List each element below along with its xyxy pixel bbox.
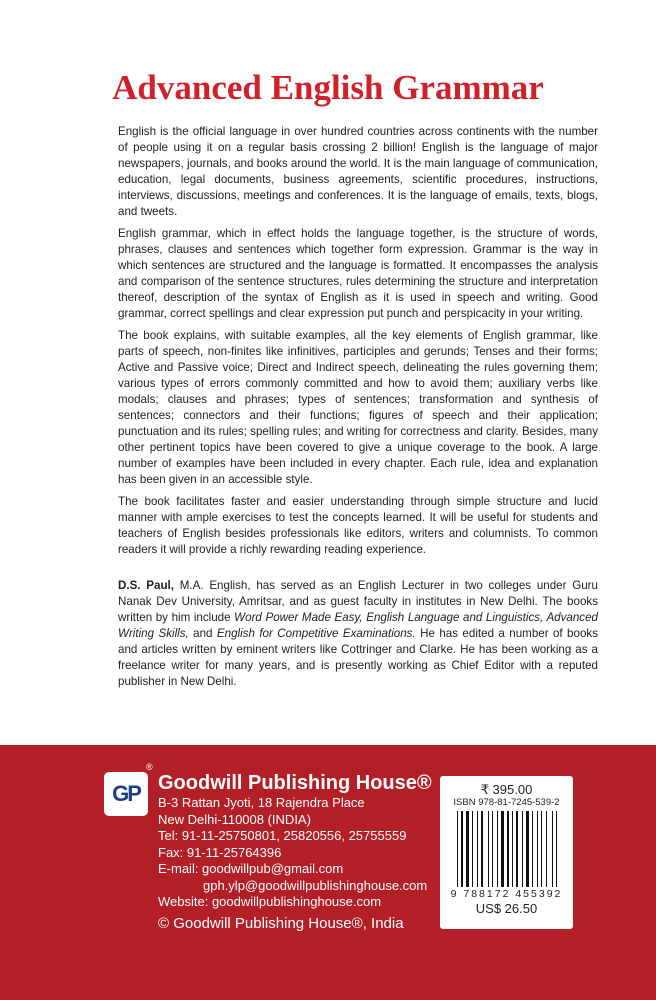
barcode-bar: [490, 811, 491, 887]
bio-text: He has edited a number of books and articles written by eminent writers like Cottringer and Clarke. He has been working as a freelance writer for many years, and is presently working as Chief Editor with a reputed publisher in New Delhi.: [118, 627, 598, 688]
book-title-italic: English for Competitive Examinations.: [216, 627, 416, 640]
barcode-bar: [516, 811, 518, 887]
barcode-bar: [507, 811, 509, 887]
address-line: B-3 Rattan Jyoti, 18 Rajendra Place: [158, 795, 365, 810]
barcode-bar: [532, 811, 533, 887]
email: E-mail: goodwillpub@gmail.com: [158, 861, 344, 876]
barcode-bar: [481, 811, 483, 887]
book-titles: Word Power Made Easy, English Language and Linguistics, Advanced Writing Skills,: [118, 611, 599, 640]
paragraph: The book explains, with suitable examples, all the key elements of English grammar, like parts of speech, non-finites like infinitives, participles and gerunds; Tenses and their forms; Active and Passive voice; Direct and Indirect speech, delineating the rules governing them; various types of errors commonly committed and how to avoid them; auxiliary verbs like modals; clauses and phrases; types of sentences; transformation and synthesis of sentences; connectors and their functions; figures of speech and their application; punctuation and its rules; spelling rules; and writing for correctness and clarity. Besides, many other pertinent topics have been covered to give a unique coverage to the book. A large number of examples have been included in every chapter. Each rule, idea and explanation has been given in an accessible style.: [118, 329, 598, 486]
barcode-bar: [479, 811, 480, 887]
barcode-bar: [459, 811, 460, 887]
barcode-bar: [492, 811, 493, 887]
paragraph: The book facilitates faster and easier understanding through simple structure and lucid manner with ample exercises to test the concepts learned. It will be useful for students and teachers of English besides professionals like editors, writers and columnists. To common readers it will provide a richly rewarding reading experience.: [118, 495, 598, 556]
barcode-bar: [501, 811, 504, 887]
barcode-bar: [552, 811, 553, 887]
barcode-bar: [539, 811, 540, 887]
barcode-bar: [554, 811, 555, 887]
barcode-bar: [505, 811, 506, 887]
paragraph: English grammar, which in effect holds the language together, is the structure of words, phrases, clauses and sentences which together form expression. Grammar is the way in which sentences are structured and the language is formatted. It encompasses the analysis and comparison of the sentence structures, rules determining the structure and interpretation thereof, description of the syntax of English as it is used in speech and writing. Good grammar, correct spellings and clear expression put punch and perspicacity in your writing.: [118, 227, 598, 320]
author-name: D.S. Paul,: [118, 579, 174, 592]
barcode-digits: 9 788172 455392: [450, 888, 563, 900]
barcode-bar: [548, 811, 551, 887]
barcode-bar: [488, 811, 489, 887]
barcode-bar: [530, 811, 531, 887]
barcode-bar: [470, 811, 471, 887]
barcode-bar: [556, 811, 557, 887]
author-bio: [118, 578, 598, 690]
publisher-logo: GP: [104, 772, 148, 816]
barcode-bar: [457, 811, 458, 887]
price-label: [440, 776, 573, 929]
barcode-bar: [519, 811, 521, 887]
isbn: ISBN 978-81-7245-539-2: [453, 797, 560, 808]
barcode-bar: [537, 811, 538, 887]
barcode-bar: [461, 811, 463, 887]
barcode-bar: [499, 811, 500, 887]
barcode-bar: [472, 811, 473, 887]
barcode-bar: [543, 811, 545, 887]
barcode-bar: [524, 811, 525, 887]
publisher-info: [158, 771, 432, 932]
barcode-bar: [510, 811, 511, 887]
barcode-bar: [497, 811, 498, 887]
barcode-bar: [494, 811, 496, 887]
registered-mark-icon: ®: [146, 762, 153, 772]
barcode-bar: [526, 811, 529, 887]
barcode-bar: [466, 811, 469, 887]
barcode: [448, 811, 565, 887]
barcode-bar: [534, 811, 536, 887]
barcode-bar: [522, 811, 523, 887]
website: Website: goodwillpublishinghouse.com: [158, 894, 382, 909]
barcode-bar: [546, 811, 547, 887]
bio-text: and: [188, 627, 217, 640]
paragraph: English is the official language in over hundred countries across continents with the number of people using it on a regular basis crossing 2 billion! English is the language of major newspapers, journals, and books around the world. It is the main language of communication, education, legal documents, business agreements, scientific procedures, instructions, interviews, discussions, meetings and conferences. It is the language of emails, texts, blogs, and tweets.: [118, 125, 598, 218]
barcode-bar: [484, 811, 487, 887]
book-title: Advanced English Grammar: [112, 68, 544, 107]
publisher-name: Goodwill Publishing House®: [158, 772, 432, 794]
email: gph.ylp@goodwillpublishinghouse.com: [203, 877, 428, 893]
barcode-bar: [477, 811, 478, 887]
price-usd: US$ 26.50: [475, 901, 538, 916]
barcode-bar: [541, 811, 542, 887]
bio-text: M.A. English, has served as an English Lecturer in two colleges under Guru Nanak Dev University, Amritsar, and as guest faculty in institutes in New Delhi. The books written by him include: [118, 579, 598, 624]
fax: Fax: 91-11-25764396: [158, 844, 282, 860]
price-inr: ₹ 395.00: [480, 782, 533, 797]
barcode-bar: [474, 811, 476, 887]
blurb: [118, 124, 598, 696]
address-line: New Delhi-110008 (INDIA): [158, 811, 311, 827]
copyright: © Goodwill Publishing House®, India: [158, 914, 404, 932]
barcode-bar: [512, 811, 513, 887]
barcode-bar: [464, 811, 465, 887]
barcode-bar: [514, 811, 515, 887]
telephone: Tel: 91-11-25750801, 25820556, 25755559: [158, 828, 407, 843]
